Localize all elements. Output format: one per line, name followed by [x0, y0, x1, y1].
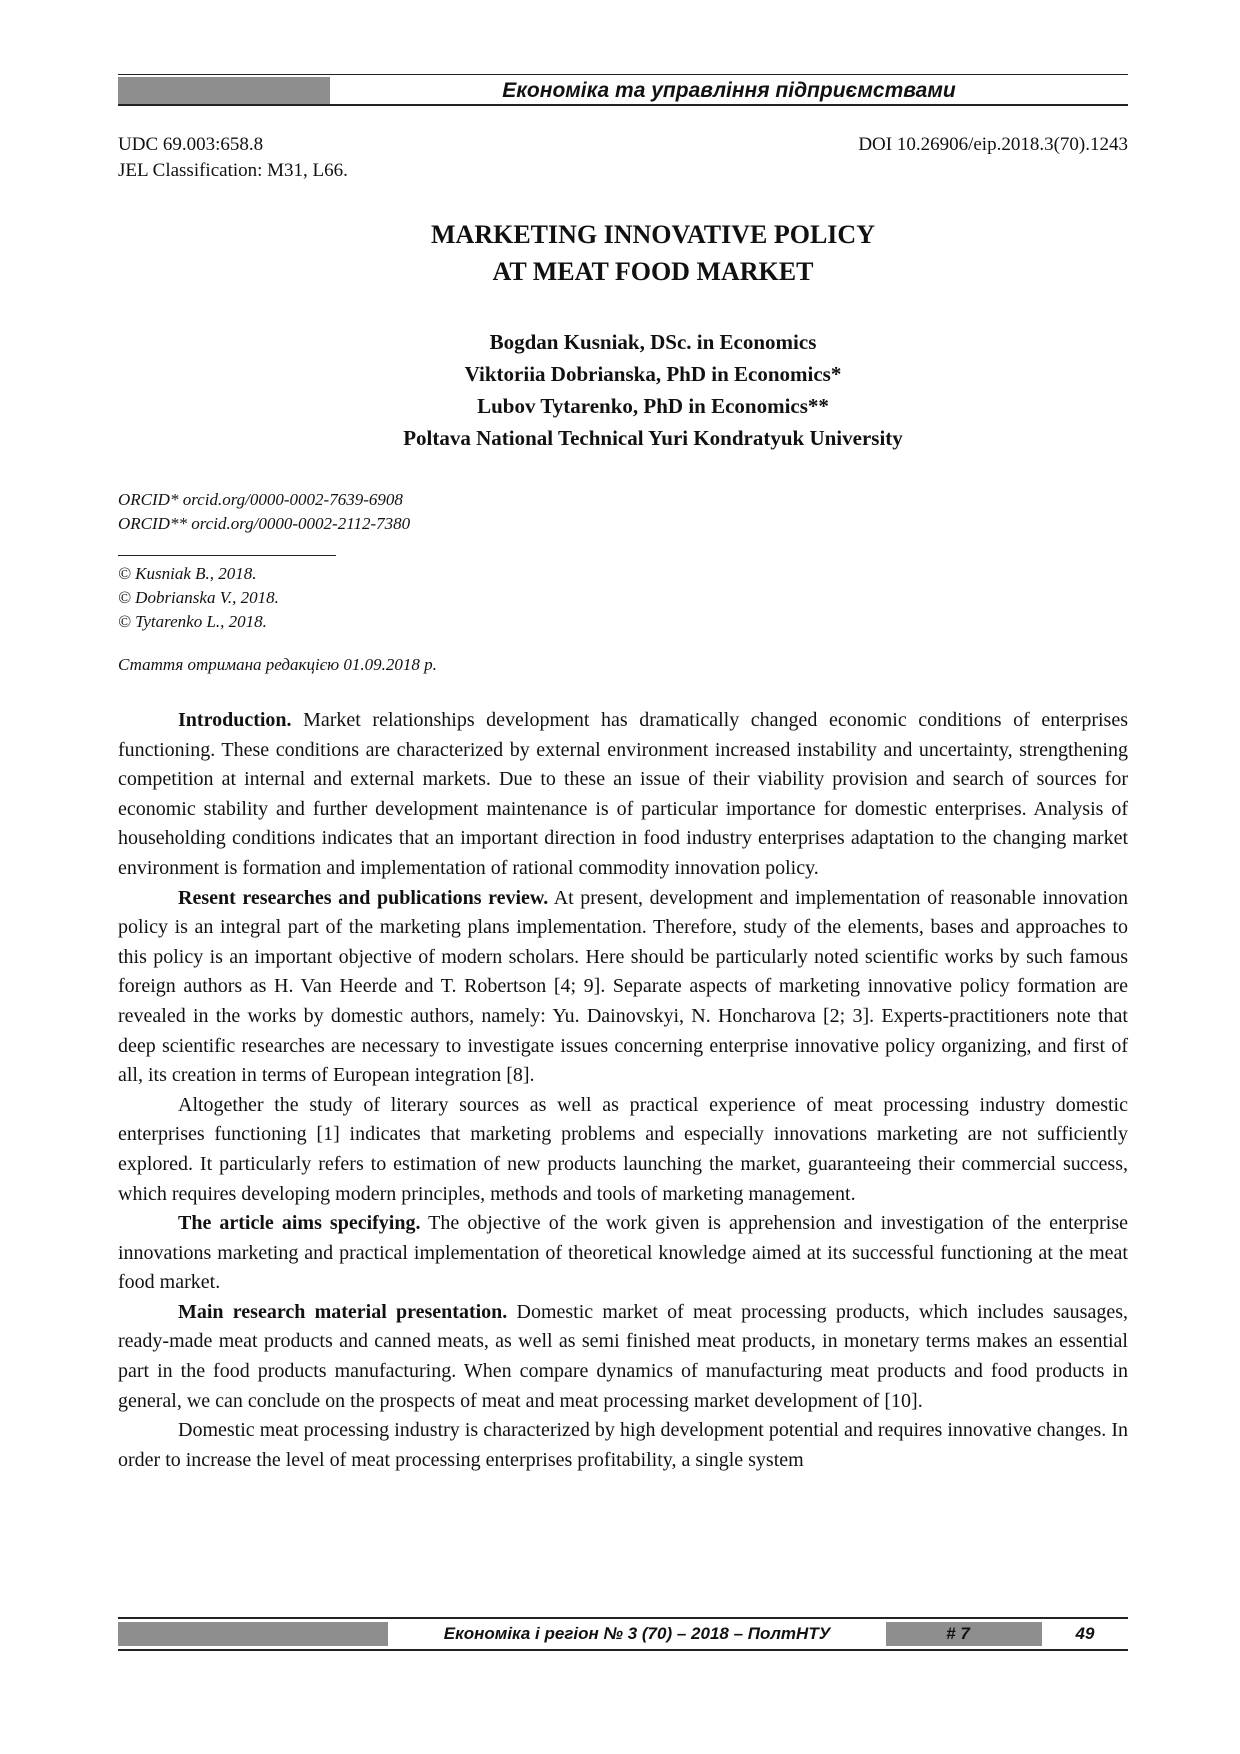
- doi: DOI 10.26906/eip.2018.3(70).1243: [858, 134, 1128, 155]
- paragraph-industry: [118, 1416, 1128, 1475]
- paragraph-text: Domestic meat processing industry is characterized by high development potential and requires innovative changes. In order to increase the level of meat processing enterprises profitability, a single system: [118, 1419, 1128, 1471]
- header-rule-top: [118, 74, 1128, 75]
- paragraph-lead: The article aims specifying.: [178, 1212, 421, 1235]
- orcid-block: [118, 488, 410, 536]
- footer-journal: Економіка і регіон № 3 (70) – 2018 – ПолтНТУ: [443, 1624, 831, 1643]
- paragraph-lead: Resent researches and publications review.: [178, 886, 549, 909]
- paragraph-lead: Introduction.: [178, 709, 292, 731]
- paragraph-lead: Main research material presentation.: [178, 1300, 508, 1323]
- journal-section-title: Економіка та управління підприємствами: [502, 79, 956, 102]
- article-body: [118, 706, 1128, 1475]
- title-line: MARKETING INNOVATIVE POLICY: [431, 220, 875, 249]
- author-block: [118, 326, 1188, 454]
- article-title: [118, 216, 1188, 290]
- paragraph-text: Altogether the study of literary sources as well as practical experience of meat processing industry domestic enterprises functioning [1] indicates that marketing problems and especially innovations marketing are not sufficiently explored. It particularly refers to estimation of new products launching the market, guaranteeing their commercial success, which requires developing modern principles, methods and tools of marketing management.: [118, 1093, 1128, 1205]
- copyright-block: [118, 562, 279, 634]
- footer-gray-block: [994, 1622, 1042, 1646]
- copyright-line: © Dobrianska V., 2018.: [118, 588, 279, 607]
- running-footer: [118, 1617, 1128, 1653]
- received-date: Стаття отримана редакцією 01.09.2018 р.: [118, 655, 437, 674]
- udc-code: UDC 69.003:658.8: [118, 134, 264, 155]
- author: Viktoriia Dobrianska, PhD in Economics*: [464, 362, 842, 386]
- paragraph-text: Domestic market of meat processing products, which includes sausages, ready-made meat products and canned meats, as well as semi finished meat products, in monetary terms makes an essential part in the food products manufacturing. When compare dynamics of manufacturing meat products and food products in general, we can conclude on the prospects of meat and meat processing market development of [10].: [118, 1300, 1128, 1412]
- paragraph-introduction: [118, 706, 1128, 884]
- paragraph-literature: [118, 1091, 1128, 1209]
- paragraph-main-research: [118, 1298, 1128, 1416]
- footer-gray-block: [886, 1622, 922, 1646]
- paragraph-text: At present, development and implementation of reasonable innovation policy is an integral part of the marketing plans implementation. Therefore, study of the elements, bases and approaches to this policy is an important objective of modern scholars. Here should be particularly noted scientific works by such famous foreign authors as H. Van Heerde and T. Robertson [4; 9]. Separate aspects of marketing innovative policy formation are revealed in the works by domestic authors, namely: Yu. Dainovskyi, N. Honcharova [2; 3]. Experts-practitioners note that deep scientific researches are necessary to investigate issues concerning enterprise innovative policy organizing, and first of all, its creation in terms of European integration [8].: [118, 886, 1128, 1087]
- copyright-line: © Tytarenko L., 2018.: [118, 612, 267, 631]
- paragraph-text: The objective of the work given is apprehension and investigation of the enterprise innovations marketing and practical implementation of theoretical knowledge aimed at its successful functioning at the meat food market.: [118, 1212, 1128, 1294]
- copyright-line: © Kusniak B., 2018.: [118, 564, 257, 583]
- title-line: AT MEAT FOOD MARKET: [492, 257, 814, 286]
- orcid-line: ORCID** orcid.org/0000-0002-2112-7380: [118, 514, 411, 533]
- footnote-separator: [118, 555, 336, 556]
- paragraph-review: [118, 884, 1128, 1091]
- footer-issue: # 7: [922, 1622, 994, 1646]
- page-number: 49: [1075, 1624, 1095, 1643]
- author: Bogdan Kusniak, DSc. in Economics: [489, 330, 817, 354]
- orcid-line: ORCID* orcid.org/0000-0002-7639-6908: [118, 490, 403, 509]
- header-rule-bottom: [118, 104, 1128, 106]
- paragraph-aims: [118, 1209, 1128, 1298]
- footer-rule-top: [118, 1617, 1128, 1619]
- footer-gray-block: [118, 1622, 388, 1646]
- jel-classification: JEL Classification: M31, L66.: [118, 160, 348, 181]
- footer-rule-bottom: [118, 1649, 1128, 1651]
- header-gray-block: [118, 77, 330, 104]
- running-header: [118, 74, 1128, 108]
- paragraph-text: Market relationships development has dramatically changed economic conditions of enterprises functioning. These conditions are characterized by external environment increased instability and uncertainty, strengthening competition at internal and external markets. Due to these an issue of their viability provision and search of sources for economic stability and further development maintenance is of particular importance for domestic enterprises. Analysis of householding conditions indicates that an important direction in food industry enterprises adaptation to the changing market environment is formation and implementation of rational commodity innovation policy.: [118, 709, 1128, 879]
- affiliation: Poltava National Technical Yuri Kondratyuk University: [403, 426, 903, 450]
- author: Lubov Tytarenko, PhD in Economics**: [477, 394, 829, 418]
